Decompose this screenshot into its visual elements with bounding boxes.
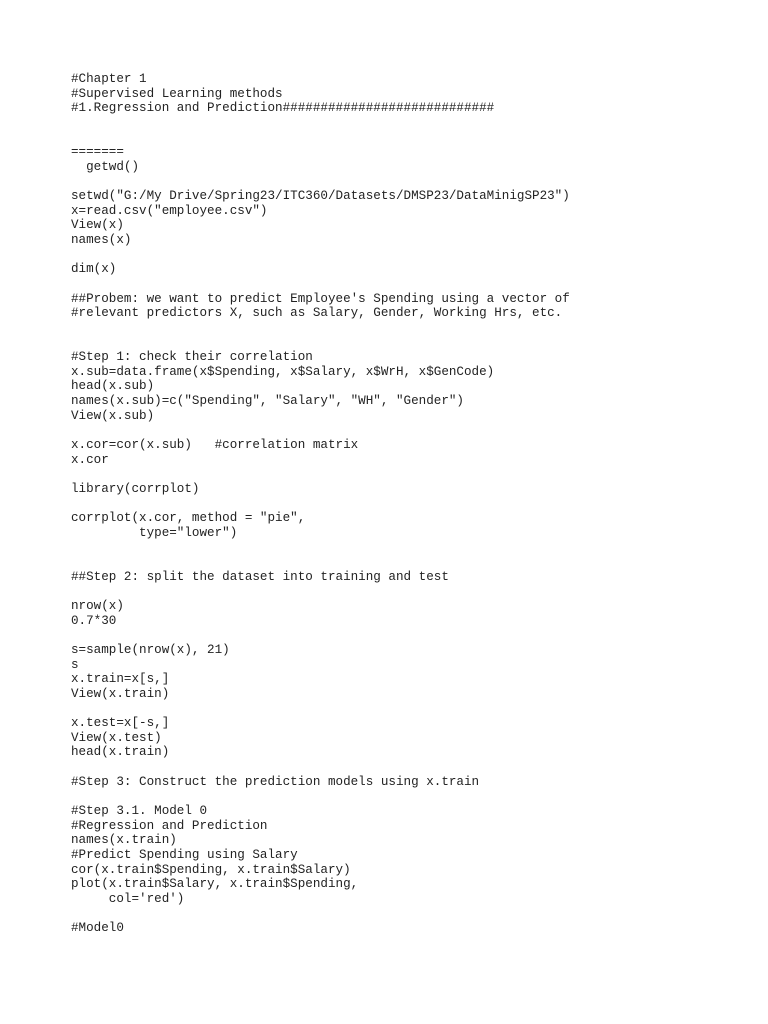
code-line: 0.7*30	[71, 613, 117, 628]
code-line: library(corrplot)	[71, 481, 200, 496]
blank-line	[71, 321, 570, 336]
code-line: head(x.sub)	[71, 379, 155, 394]
code-line: View(x)	[71, 218, 124, 233]
blank-line	[71, 336, 570, 351]
code-line: dim(x)	[71, 262, 117, 277]
code-line: corrplot(x.cor, method = "pie",	[71, 511, 306, 526]
code-line: s	[71, 657, 79, 672]
code-line: x.sub=data.frame(x$Spending, x$Salary, x$WrH, x$GenCode)	[71, 364, 495, 379]
code-line: x.train=x[s,]	[71, 672, 170, 687]
code-line: names(x)	[71, 233, 132, 248]
code-line: getwd()	[71, 159, 140, 174]
code-line: x=read.csv("employee.csv")	[71, 203, 268, 218]
code-line: #Regression and Prediction	[71, 818, 268, 833]
blank-line	[71, 116, 570, 131]
code-line: ##Probem: we want to predict Employee's Spending using a vector of	[71, 291, 570, 306]
code-line: cor(x.train$Spending, x.train$Salary)	[71, 862, 351, 877]
code-line: View(x.test)	[71, 730, 162, 745]
blank-line	[71, 760, 570, 775]
code-line: #Supervised Learning methods	[71, 86, 283, 101]
code-line: s=sample(nrow(x), 21)	[71, 642, 230, 657]
code-line: #Step 3: Construct the prediction models using x.train	[71, 774, 480, 789]
code-line: setwd("G:/My Drive/Spring23/ITC360/Datasets/DMSP23/DataMinigSP23")	[71, 189, 570, 204]
blank-line	[71, 174, 570, 189]
code-line: x.cor	[71, 452, 109, 467]
blank-line	[71, 248, 570, 263]
code-line: plot(x.train$Salary, x.train$Spending,	[71, 877, 359, 892]
code-line: type="lower")	[71, 525, 238, 540]
code-line: names(x.train)	[71, 833, 177, 848]
code-line: #Step 3.1. Model 0	[71, 804, 208, 819]
blank-line	[71, 584, 570, 599]
code-line: #Step 1: check their correlation	[71, 350, 313, 365]
code-line: View(x.sub)	[71, 408, 155, 423]
code-line: x.cor=cor(x.sub) #correlation matrix	[71, 438, 359, 453]
code-line: x.test=x[-s,]	[71, 716, 170, 731]
code-line: #1.Regression and Prediction############################	[71, 101, 495, 116]
blank-line	[71, 541, 570, 556]
blank-line	[71, 907, 570, 922]
blank-line	[71, 789, 570, 804]
code-block	[71, 72, 570, 936]
blank-line	[71, 702, 570, 717]
blank-line	[71, 628, 570, 643]
blank-line	[71, 131, 570, 146]
code-line: #Model0	[71, 921, 124, 936]
code-line: View(x.train)	[71, 686, 170, 701]
blank-line	[71, 423, 570, 438]
blank-line	[71, 277, 570, 292]
blank-line	[71, 497, 570, 512]
code-line: nrow(x)	[71, 599, 124, 614]
code-line: #relevant predictors X, such as Salary, Gender, Working Hrs, etc.	[71, 306, 563, 321]
code-line: =======	[71, 145, 124, 160]
code-line: #Predict Spending using Salary	[71, 847, 298, 862]
code-line: #Chapter 1	[71, 72, 147, 86]
code-line: head(x.train)	[71, 745, 170, 760]
code-line: ##Step 2: split the dataset into training and test	[71, 569, 449, 584]
blank-line	[71, 555, 570, 570]
code-line: col='red')	[71, 891, 185, 906]
blank-line	[71, 467, 570, 482]
code-line: names(x.sub)=c("Spending", "Salary", "WH", "Gender")	[71, 394, 464, 409]
